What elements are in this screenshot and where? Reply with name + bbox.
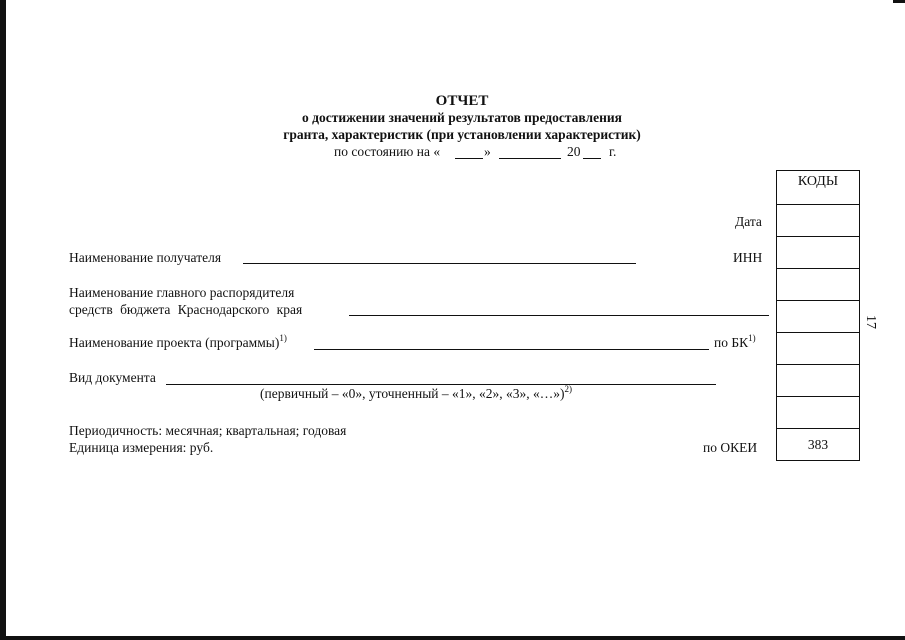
manager-label-line1: Наименование главного распорядителя — [69, 285, 295, 300]
date-year-prefix: 20 — [567, 144, 581, 159]
code-cell-manager-2[interactable] — [777, 301, 859, 333]
code-cell-date[interactable] — [777, 205, 859, 237]
date-day-blank[interactable] — [455, 158, 483, 159]
bk-label-text: по БК — [714, 335, 749, 350]
doc-type-footnote: 2) — [564, 384, 572, 394]
date-prefix: по состоянию на « — [334, 144, 441, 159]
code-cell-bk[interactable] — [777, 333, 859, 365]
manager-label-line2: средств бюджета Краснодарского края — [69, 302, 303, 317]
scan-left-edge — [0, 0, 6, 640]
unit-text: Единица измерения: руб. — [69, 440, 214, 455]
project-footnote: 1) — [279, 333, 287, 343]
scan-corner-mark — [893, 0, 905, 3]
bk-footnote: 1) — [748, 333, 756, 343]
bk-label — [714, 335, 756, 351]
okei-label: по ОКЕИ — [703, 440, 758, 455]
date-year-blank[interactable] — [583, 158, 601, 159]
manager-input-line[interactable] — [349, 315, 769, 316]
date-suffix: г. — [609, 144, 617, 159]
inn-label: ИНН — [733, 250, 763, 265]
scan-bottom-edge — [0, 636, 905, 640]
recipient-label: Наименование получателя — [69, 250, 222, 265]
code-cell-doc-type[interactable] — [777, 365, 859, 397]
project-input-line[interactable] — [314, 349, 709, 350]
date-code-label: Дата — [735, 214, 762, 229]
doc-type-label: Вид документа — [69, 370, 156, 385]
date-month-blank[interactable] — [499, 158, 561, 159]
page-number: 17 — [863, 315, 878, 329]
recipient-input-line[interactable] — [243, 263, 636, 264]
periodicity-text: Периодичность: месячная; квартальная; годовая — [69, 423, 347, 438]
codes-table — [776, 170, 860, 461]
doc-type-input-line[interactable] — [166, 384, 716, 385]
code-cell-okei[interactable]: 383 — [777, 429, 859, 461]
code-cell-periodicity[interactable] — [777, 397, 859, 429]
doc-type-hint — [260, 386, 572, 402]
doc-type-hint-text: (первичный – «0», уточненный – «1», «2», «3», «…») — [260, 386, 565, 401]
report-subtitle-line2: гранта, характеристик (при установлении характеристик) — [283, 127, 641, 142]
report-title: ОТЧЕТ — [435, 93, 489, 109]
project-label-text: Наименование проекта (программы) — [69, 335, 280, 350]
report-subtitle-line1: о достижении значений результатов предоставления — [302, 110, 622, 125]
code-cell-manager[interactable] — [777, 269, 859, 301]
date-separator: » — [484, 144, 491, 159]
code-cell-inn[interactable] — [777, 237, 859, 269]
codes-header: КОДЫ — [777, 171, 859, 205]
project-label — [69, 335, 287, 351]
